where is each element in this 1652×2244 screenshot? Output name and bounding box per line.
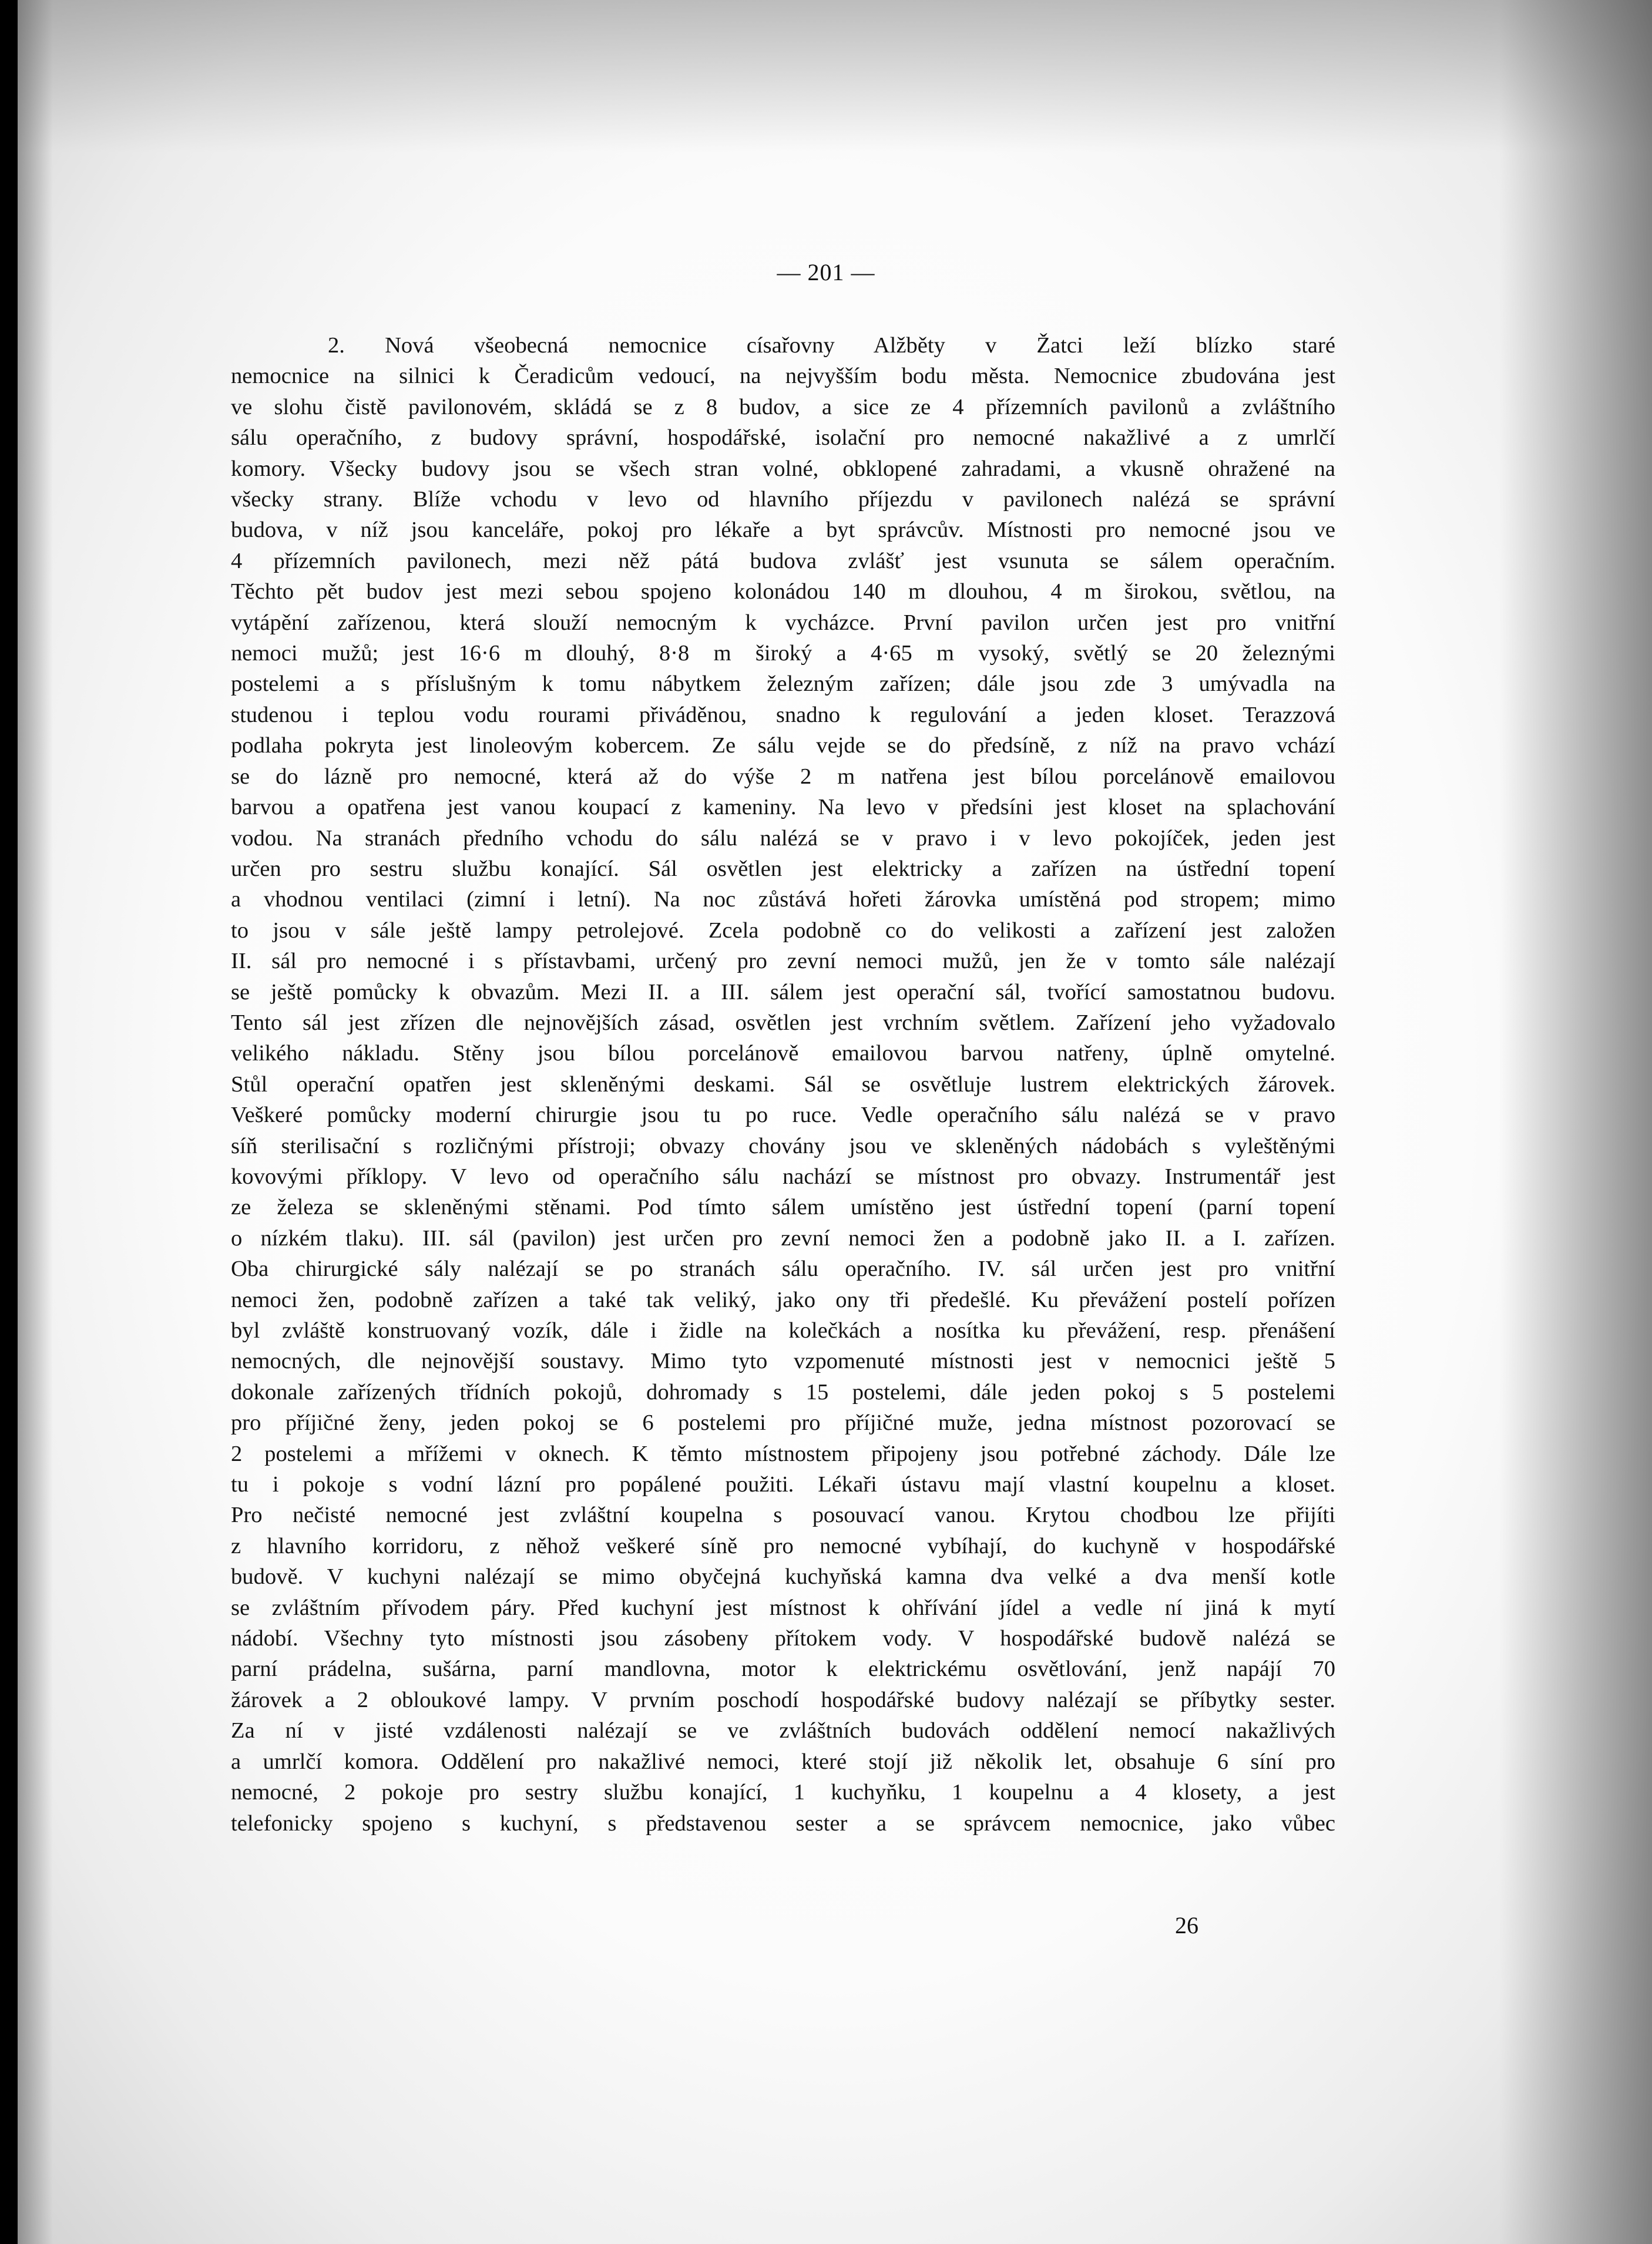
text-line: žárovek a 2 obloukové lampy. V prvním poschodí hospodářské budovy nalézají se příbytky sester. [231,1687,1335,1712]
text-line: telefonicky spojeno s kuchyní, s představenou sester a se správcem nemocnice, jako vůbec [231,1810,1335,1836]
text-line: byl zvláště konstruovaný vozík, dále i židle na kolečkách a nosítka ku převážení, resp. přenášení [231,1318,1335,1343]
text-line: síň sterilisační s rozličnými přístroji; obvazy chovány jsou ve skleněných nádobách s vyleštěnými [231,1133,1335,1158]
text-line: barvou a opatřena jest vanou koupací z kameniny. Na levo v předsíni jest kloset na splachování [231,795,1335,820]
text-line: dokonale zařízených třídních pokojů, dohromady s 15 postelemi, dále jeden pokoj s 5 postelemi [231,1379,1335,1405]
text-line: II. sál pro nemocné i s přístavbami, určený pro zevní nemoci mužů, jen že v tomto sále nalézají [231,949,1335,974]
text-line: Za ní v jisté vzdálenosti nalézají se ve zvláštních budovách oddělení nemocí nakažlivých [231,1718,1335,1744]
text-line: budova, v níž jsou kanceláře, pokoj pro lékaře a byt správcův. Místnosti pro nemocné jsou ve [231,518,1335,543]
text-line: určen pro sestru službu konající. Sál osvětlen jest elektricky a zařízen na ústřední topení [231,856,1335,881]
text-line: nemocnice na silnici k Čeradicům vedoucí, na nejvyšším bodu města. Nemocnice zbudována jest [231,364,1335,389]
text-line: 4 přízemních pavilonech, mezi něž pátá budova zvlášť jest vsunuta se sálem operačním. [231,548,1335,573]
text-line: Pro nečisté nemocné jest zvláštní koupelna s posouvací vanou. Krytou chodbou lze přijíti [231,1503,1335,1528]
text-line: ze železa se skleněnými stěnami. Pod tímto sálem umístěno jest ústřední topení (parní topení [231,1195,1335,1220]
text-line: vodou. Na stranách předního vchodu do sálu nalézá se v pravo i v levo pokojíček, jeden jest [231,825,1335,851]
text-line: Tento sál jest zřízen dle nejnovějších zásad, osvětlen jest vrchním světlem. Zařízení jeho vyžadovalo [231,1010,1335,1035]
text-line: všecky strany. Blíže vchodu v levo od hlavního příjezdu v pavilonech nalézá se správní [231,487,1335,512]
text-line: z hlavního korridoru, z něhož veškeré síně pro nemocné vybíhají, do kuchyně v hospodářské [231,1533,1335,1558]
text-line: 2. Nová všeobecná nemocnice císařovny Alžběty v Žatci leží blízko staré [328,333,1335,358]
text-line: tu i pokoje s vodní lázní pro popálené použiti. Lékaři ústavu mají vlastní koupelnu a kloset. [231,1472,1335,1497]
text-line: nemocných, dle nejnovější soustavy. Mimo tyto vzpomenuté místnosti jest v nemocnici ještě 5 [231,1349,1335,1374]
text-line: ve slohu čistě pavilonovém, skládá se z 8 budov, a sice ze 4 přízemních pavilonů a zvláštního [231,394,1335,419]
text-line: postelemi a s příslušným k tomu nábytkem železným zařízen; dále jsou zde 3 umývadla na [231,671,1335,697]
text-line: se do lázně pro nemocné, která až do výše 2 m natřena jest bílou porcelánově emailovou [231,764,1335,789]
text-line: Veškeré pomůcky moderní chirurgie jsou tu po ruce. Vedle operačního sálu nalézá se v pravo [231,1103,1335,1128]
text-line: nemoci žen, podobně zařízen a také tak veliký, jako ony tři předešlé. Ku převážení postelí pořízen [231,1287,1335,1312]
text-line: vytápění zařízenou, která slouží nemocným k vycházce. První pavilon určen jest pro vnitřní [231,610,1335,635]
text-line: 2 postelemi a mřížemi v oknech. K těmto místnostem připojeny jsou potřebné záchody. Dále lze [231,1441,1335,1466]
text-line: a vhodnou ventilaci (zimní i letní). Na noc zůstává hořeti žárovka umístěná pod stropem; mimo [231,887,1335,912]
text-line: sálu operačního, z budovy správní, hospodářské, isolační pro nemocné nakažlivé a z umrlčí [231,425,1335,451]
text-line: parní prádelna, sušárna, parní mandlovna, motor k elektrickému osvětlování, jenž napájí 70 [231,1657,1335,1682]
text-line: nemoci mužů; jest 16·6 m dlouhý, 8·8 m široký a 4·65 m vysoký, světlý se 20 železnými [231,641,1335,666]
page-number: — 201 — [777,259,875,285]
text-line: a umrlčí komora. Oddělení pro nakažlivé nemoci, které stojí již několik let, obsahuje 6 síní pro [231,1749,1335,1774]
sheet-signature-mark: 26 [1175,1912,1198,1939]
text-line: pro příjičné ženy, jeden pokoj se 6 postelemi pro příjičné muže, jedna místnost pozorovací se [231,1410,1335,1436]
text-line: to jsou v sále ještě lampy petrolejové. Zcela podobně co do velikosti a zařízení jest založen [231,918,1335,943]
body-paragraph [231,330,1335,1839]
page-binding-shadow [18,0,53,2244]
text-line: budově. V kuchyni nalézají se mimo obyčejná kuchyňská kamna dva velké a dva menší kotle [231,1564,1335,1590]
text-line: kovovými příklopy. V levo od operačního sálu nachází se místnost pro obvazy. Instrumentář jest [231,1164,1335,1189]
text-line: se zvláštním přívodem páry. Před kuchyní jest místnost k ohřívání jídel a vedle ní jiná k mytí [231,1595,1335,1620]
text-line: o nízkém tlaku). III. sál (pavilon) jest určen pro zevní nemoci žen a podobně jako II. a I. zařízen. [231,1225,1335,1251]
text-line: nemocné, 2 pokoje pro sestry službu konající, 1 kuchyňku, 1 koupelnu a 4 klosety, a jest [231,1780,1335,1805]
text-line: podlaha pokryta jest linoleovým kobercem. Ze sálu vejde se do předsíně, z níž na pravo vchází [231,733,1335,758]
text-line: studenou i teplou vodu rourami přiváděnou, snadno k regulování a jeden kloset. Terazzová [231,702,1335,727]
text-line: komory. Všecky budovy jsou se všech stran volné, obklopené zahradami, a vkusně ohražené na [231,456,1335,481]
text-line: velikého nákladu. Stěny jsou bílou porcelánově emailovou barvou natřeny, úplně omytelné. [231,1041,1335,1066]
text-line: Oba chirurgické sály nalézají se po stranách sálu operačního. IV. sál určen jest pro vnitřní [231,1257,1335,1282]
text-line: se ještě pomůcky k obvazům. Mezi II. a III. sálem jest operační sál, tvořící samostatnou budovu. [231,979,1335,1005]
text-line: Těchto pět budov jest mezi sebou spojeno kolonádou 140 m dlouhou, 4 m širokou, světlou, na [231,579,1335,604]
text-line: Stůl operační opatřen jest skleněnými deskami. Sál se osvětluje lustrem elektrických žárovek. [231,1071,1335,1097]
text-line: nádobí. Všechny tyto místnosti jsou zásobeny přítokem vody. V hospodářské budově nalézá se [231,1626,1335,1651]
